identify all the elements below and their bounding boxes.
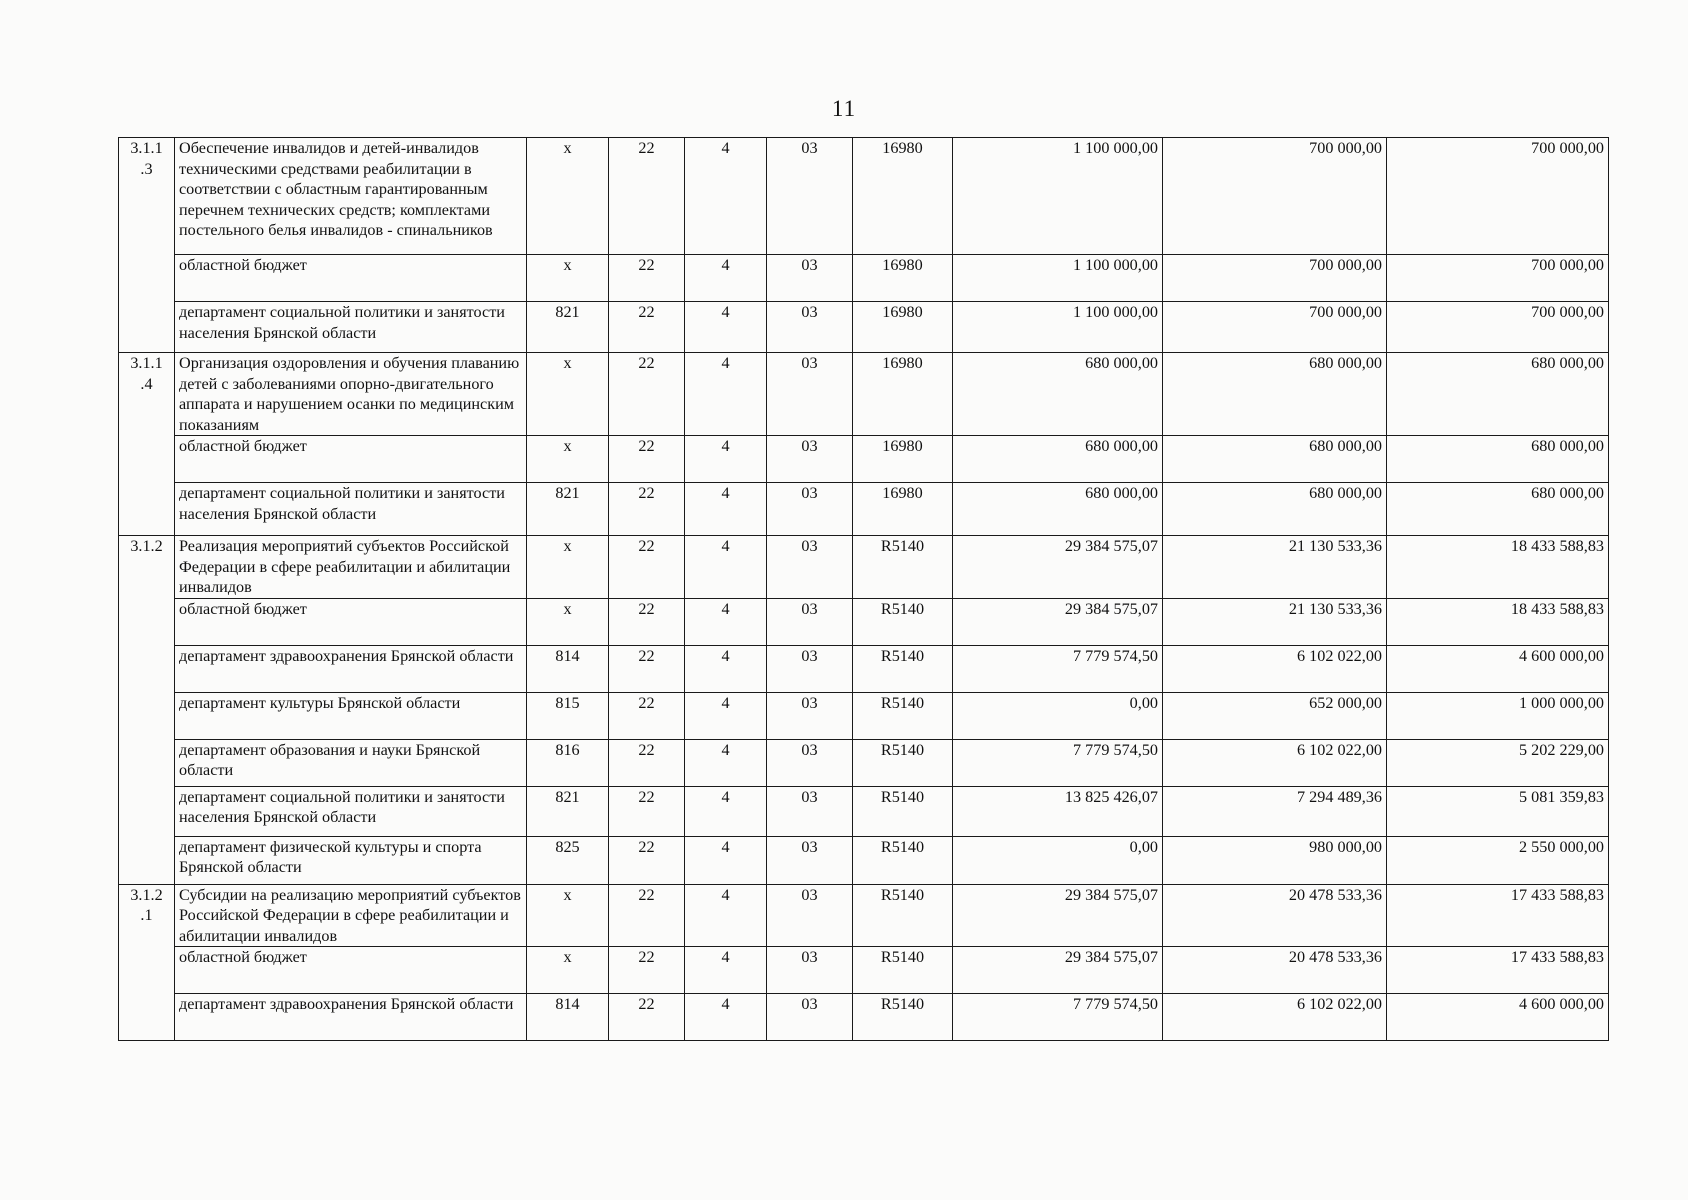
cell-gp: 22 (609, 739, 685, 786)
cell-amount-year3: 2 550 000,00 (1387, 836, 1609, 884)
cell-pgp: 4 (685, 255, 767, 302)
cell-name: департамент здравоохранения Брянской области (175, 994, 527, 1041)
cell-pgp: 4 (685, 994, 767, 1041)
table-body (119, 138, 1609, 1041)
cell-name: областной бюджет (175, 598, 527, 645)
table-row (119, 436, 1609, 483)
cell-item-number: 3.1.2 .1 (119, 884, 175, 1041)
table-row (119, 994, 1609, 1041)
cell-gp: 22 (609, 994, 685, 1041)
cell-amount-year3: 680 000,00 (1387, 353, 1609, 436)
table-row (119, 692, 1609, 739)
cell-om: 03 (767, 645, 853, 692)
cell-gp: 22 (609, 138, 685, 255)
cell-name: департамент образования и науки Брянской области (175, 739, 527, 786)
cell-om: 03 (767, 138, 853, 255)
cell-gp: 22 (609, 836, 685, 884)
cell-gp: 22 (609, 255, 685, 302)
page-number: 11 (831, 96, 857, 121)
cell-direction: R5140 (853, 739, 953, 786)
cell-grbs: 816 (527, 739, 609, 786)
cell-direction: R5140 (853, 884, 953, 947)
cell-om: 03 (767, 994, 853, 1041)
cell-amount-year2: 21 130 533,36 (1163, 598, 1387, 645)
cell-gp: 22 (609, 483, 685, 536)
cell-name: Обеспечение инвалидов и детей-инвалидов техническими средствами реабилитации в соответствии с областным гарантированным перечнем технических средств; комплектами постельного белья инвалидов - спинальников (175, 138, 527, 255)
cell-direction: R5140 (853, 645, 953, 692)
cell-grbs: х (527, 947, 609, 994)
cell-grbs: 821 (527, 786, 609, 836)
cell-item-number: 3.1.2 (119, 536, 175, 885)
cell-amount-year1: 7 779 574,50 (953, 645, 1163, 692)
cell-amount-year3: 17 433 588,83 (1387, 947, 1609, 994)
cell-om: 03 (767, 598, 853, 645)
cell-amount-year1: 680 000,00 (953, 436, 1163, 483)
cell-direction: 16980 (853, 255, 953, 302)
cell-grbs: х (527, 536, 609, 599)
cell-amount-year3: 5 202 229,00 (1387, 739, 1609, 786)
cell-amount-year3: 700 000,00 (1387, 138, 1609, 255)
cell-direction: R5140 (853, 786, 953, 836)
cell-grbs: 814 (527, 994, 609, 1041)
cell-amount-year2: 20 478 533,36 (1163, 884, 1387, 947)
cell-gp: 22 (609, 786, 685, 836)
cell-direction: R5140 (853, 836, 953, 884)
cell-name: Реализация мероприятий субъектов Российской Федерации в сфере реабилитации и абилитации инвалидов (175, 536, 527, 599)
cell-amount-year2: 700 000,00 (1163, 138, 1387, 255)
table-row (119, 353, 1609, 436)
cell-om: 03 (767, 483, 853, 536)
cell-name: областной бюджет (175, 947, 527, 994)
cell-item-number: 3.1.1 .3 (119, 138, 175, 353)
cell-amount-year3: 700 000,00 (1387, 302, 1609, 353)
cell-pgp: 4 (685, 536, 767, 599)
cell-pgp: 4 (685, 786, 767, 836)
cell-amount-year3: 18 433 588,83 (1387, 598, 1609, 645)
cell-pgp: 4 (685, 302, 767, 353)
table-row (119, 836, 1609, 884)
cell-gp: 22 (609, 302, 685, 353)
cell-name: департамент здравоохранения Брянской области (175, 645, 527, 692)
cell-direction: 16980 (853, 353, 953, 436)
table-row (119, 884, 1609, 947)
cell-pgp: 4 (685, 598, 767, 645)
cell-direction: R5140 (853, 598, 953, 645)
cell-pgp: 4 (685, 353, 767, 436)
cell-amount-year1: 29 384 575,07 (953, 536, 1163, 599)
cell-direction: 16980 (853, 302, 953, 353)
table-row (119, 598, 1609, 645)
cell-amount-year1: 7 779 574,50 (953, 994, 1163, 1041)
cell-grbs: х (527, 884, 609, 947)
cell-om: 03 (767, 536, 853, 599)
cell-om: 03 (767, 302, 853, 353)
cell-amount-year2: 652 000,00 (1163, 692, 1387, 739)
cell-amount-year2: 700 000,00 (1163, 302, 1387, 353)
cell-gp: 22 (609, 536, 685, 599)
cell-name: Субсидии на реализацию мероприятий субъектов Российской Федерации в сфере реабилитации и абилитации инвалидов (175, 884, 527, 947)
cell-amount-year2: 20 478 533,36 (1163, 947, 1387, 994)
cell-amount-year2: 6 102 022,00 (1163, 645, 1387, 692)
cell-gp: 22 (609, 353, 685, 436)
budget-table (118, 137, 1609, 1041)
cell-gp: 22 (609, 947, 685, 994)
cell-name: департамент социальной политики и занятости населения Брянской области (175, 302, 527, 353)
cell-direction: 16980 (853, 138, 953, 255)
cell-name: департамент физической культуры и спорта Брянской области (175, 836, 527, 884)
cell-amount-year1: 0,00 (953, 836, 1163, 884)
cell-grbs: 814 (527, 645, 609, 692)
cell-grbs: 815 (527, 692, 609, 739)
table-row (119, 536, 1609, 599)
cell-pgp: 4 (685, 692, 767, 739)
cell-grbs: 821 (527, 302, 609, 353)
cell-gp: 22 (609, 645, 685, 692)
table-row (119, 645, 1609, 692)
cell-pgp: 4 (685, 436, 767, 483)
cell-pgp: 4 (685, 947, 767, 994)
cell-om: 03 (767, 884, 853, 947)
cell-direction: R5140 (853, 692, 953, 739)
cell-amount-year3: 17 433 588,83 (1387, 884, 1609, 947)
cell-gp: 22 (609, 598, 685, 645)
table-row (119, 483, 1609, 536)
cell-amount-year2: 700 000,00 (1163, 255, 1387, 302)
cell-amount-year1: 0,00 (953, 692, 1163, 739)
cell-amount-year3: 18 433 588,83 (1387, 536, 1609, 599)
cell-om: 03 (767, 947, 853, 994)
cell-amount-year3: 4 600 000,00 (1387, 994, 1609, 1041)
cell-gp: 22 (609, 884, 685, 947)
cell-amount-year2: 680 000,00 (1163, 436, 1387, 483)
table-row (119, 947, 1609, 994)
table-row (119, 255, 1609, 302)
cell-gp: 22 (609, 436, 685, 483)
cell-om: 03 (767, 255, 853, 302)
cell-grbs: х (527, 436, 609, 483)
cell-name: департамент культуры Брянской области (175, 692, 527, 739)
cell-pgp: 4 (685, 836, 767, 884)
cell-amount-year3: 680 000,00 (1387, 436, 1609, 483)
cell-item-number: 3.1.1 .4 (119, 353, 175, 536)
cell-amount-year3: 4 600 000,00 (1387, 645, 1609, 692)
cell-amount-year1: 1 100 000,00 (953, 302, 1163, 353)
cell-amount-year1: 7 779 574,50 (953, 739, 1163, 786)
cell-pgp: 4 (685, 645, 767, 692)
cell-grbs: 825 (527, 836, 609, 884)
table-row (119, 138, 1609, 255)
cell-om: 03 (767, 836, 853, 884)
cell-amount-year1: 680 000,00 (953, 353, 1163, 436)
cell-om: 03 (767, 692, 853, 739)
cell-amount-year3: 700 000,00 (1387, 255, 1609, 302)
cell-pgp: 4 (685, 138, 767, 255)
cell-amount-year2: 7 294 489,36 (1163, 786, 1387, 836)
cell-amount-year2: 680 000,00 (1163, 353, 1387, 436)
cell-grbs: х (527, 598, 609, 645)
cell-amount-year1: 29 384 575,07 (953, 598, 1163, 645)
cell-amount-year2: 6 102 022,00 (1163, 994, 1387, 1041)
table-row (119, 786, 1609, 836)
cell-direction: R5140 (853, 947, 953, 994)
cell-om: 03 (767, 353, 853, 436)
cell-gp: 22 (609, 692, 685, 739)
cell-name: Организация оздоровления и обучения плаванию детей с заболеваниями опорно-двигательного аппарата и нарушением осанки по медицинским показаниям (175, 353, 527, 436)
cell-pgp: 4 (685, 739, 767, 786)
cell-amount-year2: 680 000,00 (1163, 483, 1387, 536)
cell-amount-year1: 1 100 000,00 (953, 138, 1163, 255)
cell-amount-year3: 680 000,00 (1387, 483, 1609, 536)
cell-direction: R5140 (853, 536, 953, 599)
cell-om: 03 (767, 739, 853, 786)
cell-name: областной бюджет (175, 436, 527, 483)
cell-pgp: 4 (685, 483, 767, 536)
cell-direction: 16980 (853, 436, 953, 483)
cell-direction: 16980 (853, 483, 953, 536)
table-row (119, 739, 1609, 786)
cell-name: департамент социальной политики и занятости населения Брянской области (175, 786, 527, 836)
cell-amount-year1: 29 384 575,07 (953, 884, 1163, 947)
cell-grbs: х (527, 353, 609, 436)
cell-pgp: 4 (685, 884, 767, 947)
cell-direction: R5140 (853, 994, 953, 1041)
cell-amount-year1: 1 100 000,00 (953, 255, 1163, 302)
cell-amount-year3: 1 000 000,00 (1387, 692, 1609, 739)
table-row (119, 302, 1609, 353)
cell-amount-year2: 980 000,00 (1163, 836, 1387, 884)
cell-amount-year2: 6 102 022,00 (1163, 739, 1387, 786)
cell-grbs: х (527, 255, 609, 302)
cell-name: областной бюджет (175, 255, 527, 302)
cell-amount-year1: 13 825 426,07 (953, 786, 1163, 836)
cell-grbs: х (527, 138, 609, 255)
cell-amount-year3: 5 081 359,83 (1387, 786, 1609, 836)
cell-amount-year1: 680 000,00 (953, 483, 1163, 536)
cell-om: 03 (767, 786, 853, 836)
cell-amount-year1: 29 384 575,07 (953, 947, 1163, 994)
cell-grbs: 821 (527, 483, 609, 536)
cell-om: 03 (767, 436, 853, 483)
cell-amount-year2: 21 130 533,36 (1163, 536, 1387, 599)
cell-name: департамент социальной политики и занятости населения Брянской области (175, 483, 527, 536)
